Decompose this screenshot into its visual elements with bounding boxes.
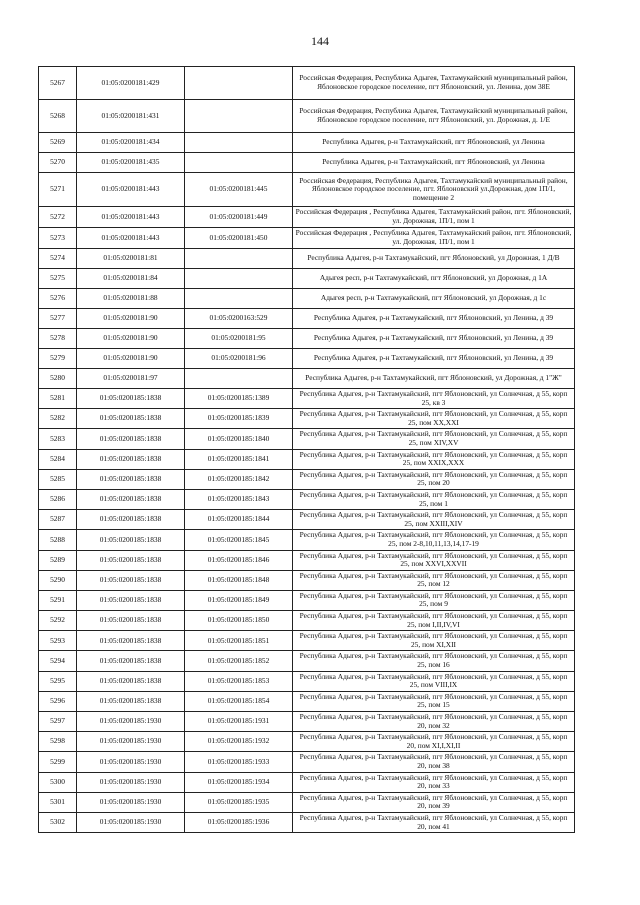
- address-cell: Республика Адыгея, р-н Тахтамукайский, пгт Яблоновский, ул Ленина, д 39: [293, 329, 575, 349]
- table-row: [39, 153, 575, 173]
- linked-cadastral-number-cell: [185, 100, 293, 133]
- address-cell: Республика Адыгея, р-н Тахтамукайский, пгт Яблоновский, ул Солнечная, д 55, корп 25, пом XI,XII: [293, 631, 575, 651]
- row-number-cell: 5278: [39, 329, 77, 349]
- cadastral-number-cell: 01:05:0200185:1838: [77, 550, 185, 570]
- row-number-cell: 5300: [39, 772, 77, 792]
- linked-cadastral-number-cell: [185, 153, 293, 173]
- cadastral-number-cell: 01:05:0200181:435: [77, 153, 185, 173]
- row-number-cell: 5273: [39, 228, 77, 249]
- address-cell: Республика Адыгея, р-н Тахтамукайский, пгт Яблоновский, ул Солнечная, д 55, корп 20, пом XI,I,XI,II: [293, 732, 575, 752]
- table-row: [39, 712, 575, 732]
- cadastral-number-cell: 01:05:0200185:1838: [77, 570, 185, 590]
- table-row: [39, 349, 575, 369]
- table-row: [39, 530, 575, 550]
- linked-cadastral-number-cell: [185, 369, 293, 389]
- cadastral-number-cell: 01:05:0200185:1930: [77, 752, 185, 772]
- address-cell: Российская Федерация, Республика Адыгея, Тахтамукайский муниципальный район, Яблоновское городское поселение, пгт. Яблоновский ул.Дорожная, дом 1П/1, помещение 2: [293, 173, 575, 207]
- cadastral-number-cell: 01:05:0200185:1838: [77, 489, 185, 509]
- linked-cadastral-number-cell: 01:05:0200181:95: [185, 329, 293, 349]
- table-row: [39, 489, 575, 509]
- address-cell: Республика Адыгея, р-н Тахтамукайский, пгт Яблоновский, ул Ленина, д 39: [293, 309, 575, 329]
- table-row: [39, 409, 575, 429]
- linked-cadastral-number-cell: 01:05:0200185:1851: [185, 631, 293, 651]
- table-row: [39, 510, 575, 530]
- address-cell: Республика Адыгея, р-н Тахтамукайский, пгт Яблоновский, ул Солнечная, д 55, корп 25, пом 9: [293, 590, 575, 610]
- registry-rows: [39, 67, 575, 833]
- row-number-cell: 5289: [39, 550, 77, 570]
- row-number-cell: 5276: [39, 289, 77, 309]
- linked-cadastral-number-cell: 01:05:0200181:96: [185, 349, 293, 369]
- address-cell: Республика Адыгея, р-н Тахтамукайский, пгт Яблоновский, ул Солнечная, д 55, корп 25, пом 20: [293, 469, 575, 489]
- table-row: [39, 691, 575, 711]
- linked-cadastral-number-cell: 01:05:0200185:1852: [185, 651, 293, 671]
- linked-cadastral-number-cell: 01:05:0200185:1935: [185, 792, 293, 812]
- row-number-cell: 5277: [39, 309, 77, 329]
- cadastral-number-cell: 01:05:0200185:1930: [77, 732, 185, 752]
- linked-cadastral-number-cell: [185, 133, 293, 153]
- address-cell: Республика Адыгея, р-н Тахтамукайский, пгт Яблоновский, ул Дорожная, 1 Д/В: [293, 249, 575, 269]
- cadastral-number-cell: 01:05:0200185:1930: [77, 712, 185, 732]
- linked-cadastral-number-cell: 01:05:0200181:449: [185, 207, 293, 228]
- table-row: [39, 207, 575, 228]
- cadastral-number-cell: 01:05:0200181:84: [77, 269, 185, 289]
- cadastral-number-cell: 01:05:0200185:1838: [77, 671, 185, 691]
- cadastral-number-cell: 01:05:0200181:431: [77, 100, 185, 133]
- cadastral-number-cell: 01:05:0200181:443: [77, 228, 185, 249]
- row-number-cell: 5275: [39, 269, 77, 289]
- linked-cadastral-number-cell: 01:05:0200185:1934: [185, 772, 293, 792]
- table-row: [39, 590, 575, 610]
- linked-cadastral-number-cell: 01:05:0200185:1389: [185, 389, 293, 409]
- cadastral-number-cell: 01:05:0200181:81: [77, 249, 185, 269]
- address-cell: Республика Адыгея, р-н Тахтамукайский, пгт Яблоновский, ул Солнечная, д 55, корп 25, пом I,II,IV,VI: [293, 611, 575, 631]
- address-cell: Республика Адыгея, р-н Тахтамукайский, пгт Яблоновский, ул Солнечная, д 55, корп 25, пом 12: [293, 570, 575, 590]
- linked-cadastral-number-cell: 01:05:0200185:1854: [185, 691, 293, 711]
- linked-cadastral-number-cell: 01:05:0200185:1850: [185, 611, 293, 631]
- row-number-cell: 5286: [39, 489, 77, 509]
- table-row: [39, 133, 575, 153]
- table-row: [39, 228, 575, 249]
- table-row: [39, 389, 575, 409]
- cadastral-number-cell: 01:05:0200185:1838: [77, 409, 185, 429]
- cadastral-number-cell: 01:05:0200181:429: [77, 67, 185, 100]
- table-row: [39, 671, 575, 691]
- linked-cadastral-number-cell: 01:05:0200185:1843: [185, 489, 293, 509]
- row-number-cell: 5295: [39, 671, 77, 691]
- address-cell: Республика Адыгея, р-н Тахтамукайский, пгт Яблоновский, ул Солнечная, д 55, корп 25, пом XXVI,XXVII: [293, 550, 575, 570]
- cadastral-number-cell: 01:05:0200185:1838: [77, 510, 185, 530]
- cadastral-number-cell: 01:05:0200185:1838: [77, 651, 185, 671]
- address-cell: Республика Адыгея, р-н Тахтамукайский, пгт Яблоновский, ул Солнечная, д 55, корп 25, пом 15: [293, 691, 575, 711]
- row-number-cell: 5283: [39, 429, 77, 449]
- cadastral-number-cell: 01:05:0200185:1838: [77, 590, 185, 610]
- table-row: [39, 752, 575, 772]
- row-number-cell: 5284: [39, 449, 77, 469]
- cadastral-number-cell: 01:05:0200185:1838: [77, 611, 185, 631]
- cadastral-number-cell: 01:05:0200185:1838: [77, 691, 185, 711]
- table-row: [39, 792, 575, 812]
- linked-cadastral-number-cell: 01:05:0200185:1853: [185, 671, 293, 691]
- row-number-cell: 5294: [39, 651, 77, 671]
- registry-table: [38, 66, 575, 833]
- linked-cadastral-number-cell: 01:05:0200185:1841: [185, 449, 293, 469]
- row-number-cell: 5280: [39, 369, 77, 389]
- row-number-cell: 5274: [39, 249, 77, 269]
- linked-cadastral-number-cell: [185, 67, 293, 100]
- row-number-cell: 5268: [39, 100, 77, 133]
- row-number-cell: 5301: [39, 792, 77, 812]
- address-cell: Республика Адыгея, р-н Тахтамукайский, пгт Яблоновский, ул Солнечная, д 55, корп 25, пом 1: [293, 489, 575, 509]
- row-number-cell: 5281: [39, 389, 77, 409]
- address-cell: Республика Адыгея, р-н Тахтамукайский, пгт Яблоновский, ул Солнечная, д 55, корп 20, пом 38: [293, 752, 575, 772]
- cadastral-number-cell: 01:05:0200185:1838: [77, 631, 185, 651]
- linked-cadastral-number-cell: 01:05:0200185:1849: [185, 590, 293, 610]
- address-cell: Республика Адыгея, р-н Тахтамукайский, пгт Яблоновский, ул Солнечная, д 55, корп 20, пом 33: [293, 772, 575, 792]
- linked-cadastral-number-cell: [185, 289, 293, 309]
- table-row: [39, 369, 575, 389]
- cadastral-number-cell: 01:05:0200185:1930: [77, 792, 185, 812]
- row-number-cell: 5288: [39, 530, 77, 550]
- address-cell: Адыгея респ, р-н Тахтамукайский, пгт Яблоновский, ул Дорожная, д 1А: [293, 269, 575, 289]
- linked-cadastral-number-cell: 01:05:0200185:1931: [185, 712, 293, 732]
- address-cell: Российская Федерация, Республика Адыгея, Тахтамукайский муниципальный район, Яблоновское городское поселение, пгт Яблоновский, ул. Дорожная, д. 1/Е: [293, 100, 575, 133]
- address-cell: Республика Адыгея, р-н Тахтамукайский, пгт Яблоновский, ул Дорожная, д 1"Ж": [293, 369, 575, 389]
- address-cell: Российская Федерация , Республика Адыгея, Тахтамукайский район, пгт. Яблоновский, ул. Дорожная, 1П/1, пом 1: [293, 228, 575, 249]
- address-cell: Республика Адыгея, р-н Тахтамукайский, пгт Яблоновский, ул Солнечная, д 55, корп 25, кв 3: [293, 389, 575, 409]
- cadastral-number-cell: 01:05:0200185:1930: [77, 772, 185, 792]
- table-row: [39, 469, 575, 489]
- address-cell: Республика Адыгея, р-н Тахтамукайский, пгт Яблоновский, ул Солнечная, д 55, корп 25, пом VIII,IX: [293, 671, 575, 691]
- cadastral-number-cell: 01:05:0200181:90: [77, 309, 185, 329]
- table-row: [39, 570, 575, 590]
- row-number-cell: 5287: [39, 510, 77, 530]
- cadastral-number-cell: 01:05:0200181:90: [77, 349, 185, 369]
- linked-cadastral-number-cell: 01:05:0200185:1839: [185, 409, 293, 429]
- table-row: [39, 550, 575, 570]
- cadastral-number-cell: 01:05:0200181:443: [77, 207, 185, 228]
- cadastral-number-cell: 01:05:0200185:1838: [77, 469, 185, 489]
- table-row: [39, 429, 575, 449]
- row-number-cell: 5296: [39, 691, 77, 711]
- table-row: [39, 173, 575, 207]
- address-cell: Республика Адыгея, р-н Тахтамукайский, пгт Яблоновский, ул Солнечная, д 55, корп 20, пом 41: [293, 812, 575, 832]
- cadastral-number-cell: 01:05:0200185:1930: [77, 812, 185, 832]
- table-row: [39, 611, 575, 631]
- table-row: [39, 289, 575, 309]
- table-row: [39, 329, 575, 349]
- row-number-cell: 5267: [39, 67, 77, 100]
- address-cell: Адыгея респ, р-н Тахтамукайский, пгт Яблоновский, ул Дорожная, д 1с: [293, 289, 575, 309]
- row-number-cell: 5279: [39, 349, 77, 369]
- row-number-cell: 5270: [39, 153, 77, 173]
- row-number-cell: 5282: [39, 409, 77, 429]
- linked-cadastral-number-cell: 01:05:0200185:1842: [185, 469, 293, 489]
- linked-cadastral-number-cell: 01:05:0200185:1846: [185, 550, 293, 570]
- address-cell: Республика Адыгея, р-н Тахтамукайский, пгт Яблоновский, ул Солнечная, д 55, корп 20, пом 32: [293, 712, 575, 732]
- cadastral-number-cell: 01:05:0200185:1838: [77, 530, 185, 550]
- row-number-cell: 5272: [39, 207, 77, 228]
- table-row: [39, 449, 575, 469]
- cadastral-number-cell: 01:05:0200181:443: [77, 173, 185, 207]
- address-cell: Республика Адыгея, р-н Тахтамукайский, пгт Яблоновский, ул Солнечная, д 55, корп 25, пом XXIX,XXX: [293, 449, 575, 469]
- table-row: [39, 732, 575, 752]
- address-cell: Республика Адыгея, р-н Тахтамукайский, пгт Яблоновский, ул Солнечная, д 55, корп 20, пом 39: [293, 792, 575, 812]
- row-number-cell: 5285: [39, 469, 77, 489]
- linked-cadastral-number-cell: 01:05:0200163:529: [185, 309, 293, 329]
- cadastral-number-cell: 01:05:0200181:434: [77, 133, 185, 153]
- address-cell: Республика Адыгея, р-н Тахтамукайский, пгт Яблоновский, ул Солнечная, д 55, корп 25, пом 2-8,10,11,13,14,17-19: [293, 530, 575, 550]
- cadastral-number-cell: 01:05:0200181:88: [77, 289, 185, 309]
- cadastral-number-cell: 01:05:0200185:1838: [77, 429, 185, 449]
- linked-cadastral-number-cell: 01:05:0200185:1844: [185, 510, 293, 530]
- table-row: [39, 651, 575, 671]
- table-row: [39, 269, 575, 289]
- address-cell: Республика Адыгея, р-н Тахтамукайский, пгт Яблоновский, ул Ленина: [293, 133, 575, 153]
- table-row: [39, 772, 575, 792]
- linked-cadastral-number-cell: 01:05:0200185:1933: [185, 752, 293, 772]
- linked-cadastral-number-cell: [185, 269, 293, 289]
- table-row: [39, 309, 575, 329]
- table-row: [39, 67, 575, 100]
- row-number-cell: 5298: [39, 732, 77, 752]
- row-number-cell: 5297: [39, 712, 77, 732]
- row-number-cell: 5271: [39, 173, 77, 207]
- row-number-cell: 5291: [39, 590, 77, 610]
- row-number-cell: 5290: [39, 570, 77, 590]
- table-row: [39, 100, 575, 133]
- cadastral-number-cell: 01:05:0200181:90: [77, 329, 185, 349]
- address-cell: Российская Федерация, Республика Адыгея, Тахтамукайский муниципальный район, Яблоновское городское поселение, пгт Яблоновский, ул. Ленина, дом 38Е: [293, 67, 575, 100]
- row-number-cell: 5292: [39, 611, 77, 631]
- table-row: [39, 631, 575, 651]
- cadastral-number-cell: 01:05:0200185:1838: [77, 449, 185, 469]
- linked-cadastral-number-cell: 01:05:0200185:1848: [185, 570, 293, 590]
- cadastral-number-cell: 01:05:0200185:1838: [77, 389, 185, 409]
- linked-cadastral-number-cell: [185, 249, 293, 269]
- address-cell: Республика Адыгея, р-н Тахтамукайский, пгт Яблоновский, ул Солнечная, д 55, корп 25, пом XIV,XV: [293, 429, 575, 449]
- address-cell: Российская Федерация , Республика Адыгея, Тахтамукайский район, пгт. Яблоновский, ул. Дорожная, 1П/1, пом 1: [293, 207, 575, 228]
- address-cell: Республика Адыгея, р-н Тахтамукайский, пгт Яблоновский, ул Солнечная, д 55, корп 25, пом XXIII,XIV: [293, 510, 575, 530]
- linked-cadastral-number-cell: 01:05:0200185:1932: [185, 732, 293, 752]
- table-row: [39, 812, 575, 832]
- linked-cadastral-number-cell: 01:05:0200185:1845: [185, 530, 293, 550]
- address-cell: Республика Адыгея, р-н Тахтамукайский, пгт Яблоновский, ул Солнечная, д 55, корп 25, пом 16: [293, 651, 575, 671]
- address-cell: Республика Адыгея, р-н Тахтамукайский, пгт Яблоновский, ул Ленина: [293, 153, 575, 173]
- page-number: 144: [311, 34, 329, 48]
- row-number-cell: 5293: [39, 631, 77, 651]
- row-number-cell: 5302: [39, 812, 77, 832]
- linked-cadastral-number-cell: 01:05:0200181:445: [185, 173, 293, 207]
- cadastral-number-cell: 01:05:0200181:97: [77, 369, 185, 389]
- address-cell: Республика Адыгея, р-н Тахтамукайский, пгт Яблоновский, ул Ленина, д 39: [293, 349, 575, 369]
- row-number-cell: 5269: [39, 133, 77, 153]
- row-number-cell: 5299: [39, 752, 77, 772]
- linked-cadastral-number-cell: 01:05:0200185:1936: [185, 812, 293, 832]
- table-row: [39, 249, 575, 269]
- linked-cadastral-number-cell: 01:05:0200185:1840: [185, 429, 293, 449]
- address-cell: Республика Адыгея, р-н Тахтамукайский, пгт Яблоновский, ул Солнечная, д 55, корп 25, пом XX,XXI: [293, 409, 575, 429]
- linked-cadastral-number-cell: 01:05:0200181:450: [185, 228, 293, 249]
